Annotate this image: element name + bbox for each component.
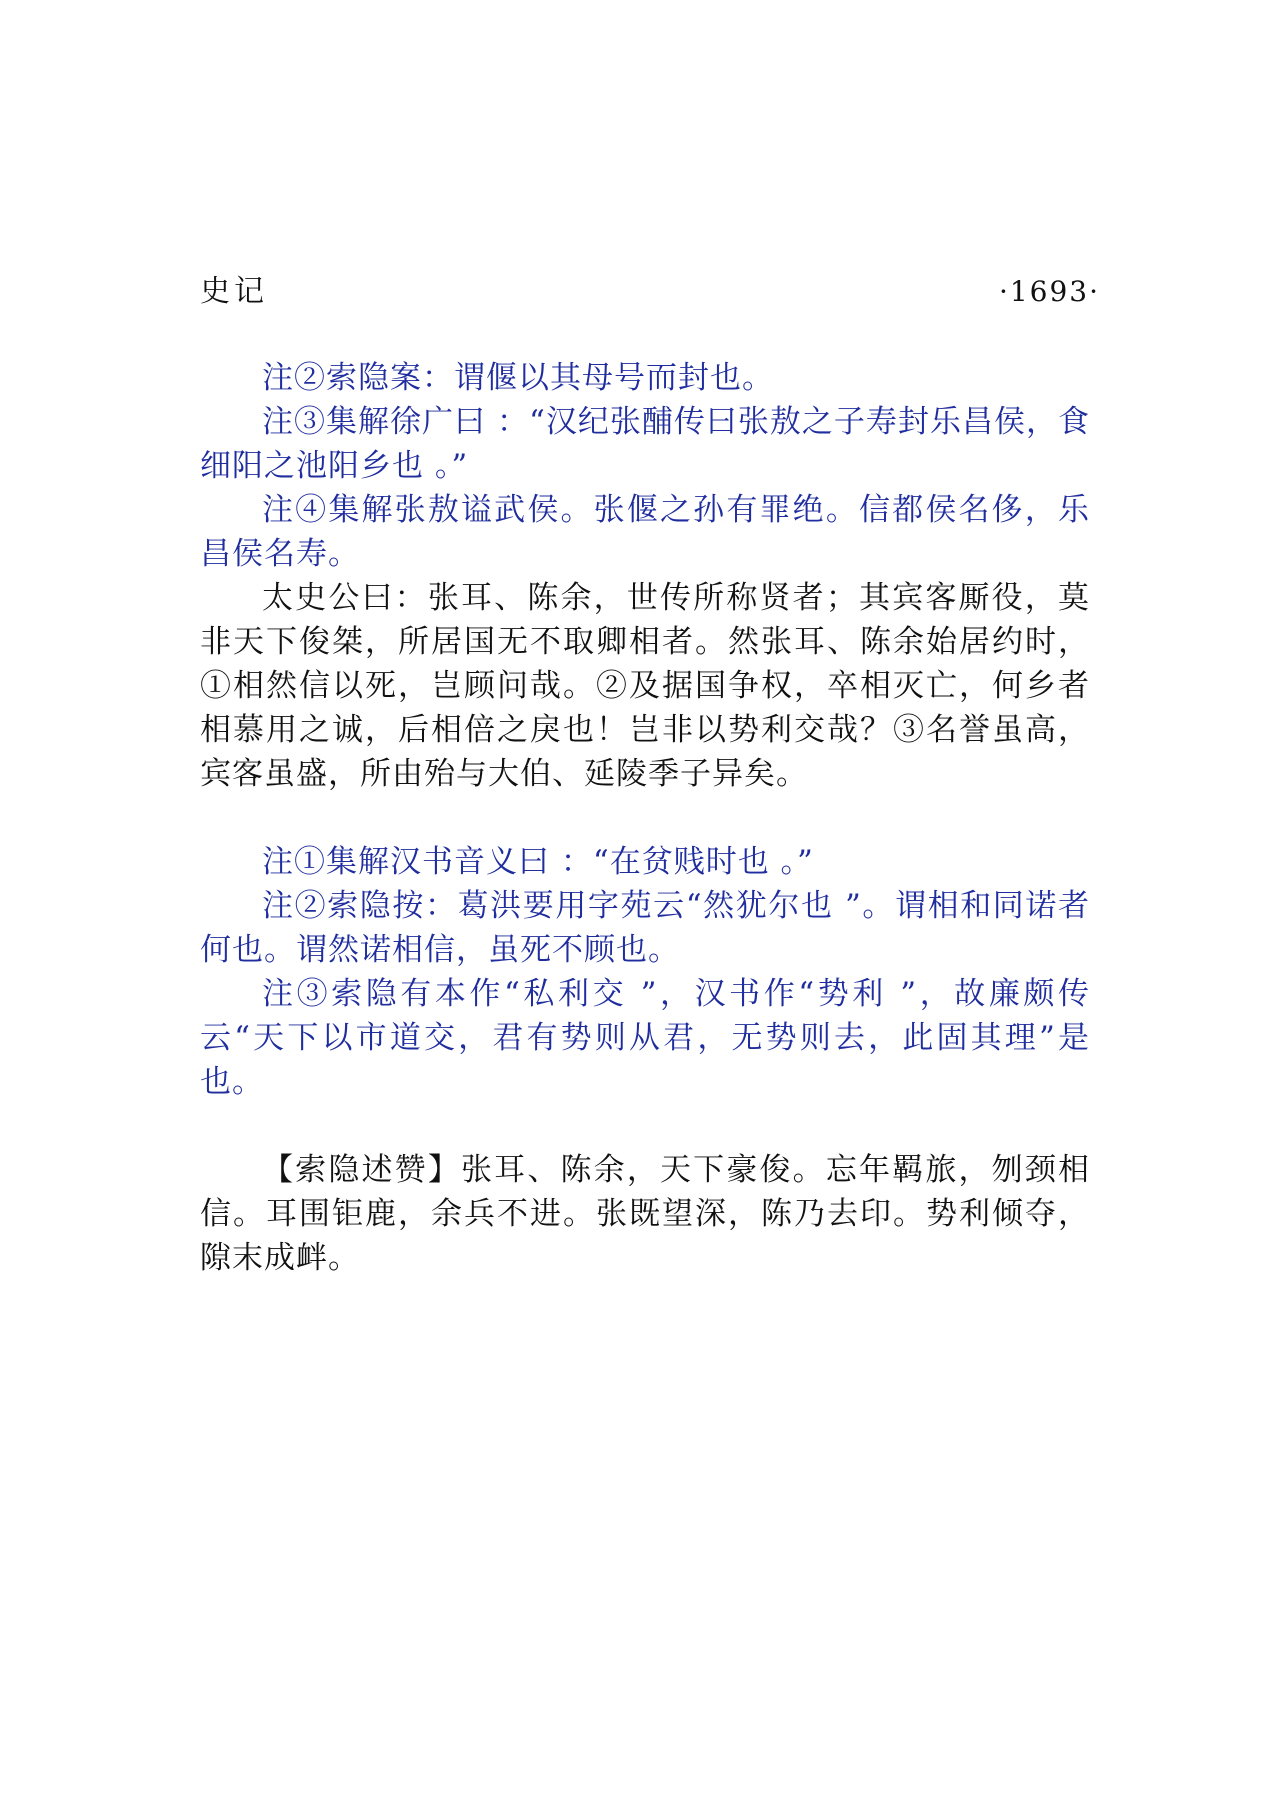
paragraph-gap [200, 1104, 1090, 1148]
note-paragraph: 注②索隐按：葛洪要用字苑云“然犹尔也 ”。谓相和同诺者何也。谓然诺相信，虽死不顾也。 [200, 888, 1090, 968]
paragraph-gap [200, 796, 1090, 840]
note-paragraph: 注③集解徐广曰 ：“汉纪张酺传曰张敖之子寿封乐昌侯，食细阳之池阳乡也 。” [200, 404, 1090, 484]
note-paragraph: 注③索隐有本作“私利交 ”，汉书作“势利 ”，故廉颇传云“天下以市道交，君有势则从君，无势则去，此固其理”是也。 [200, 976, 1090, 1100]
zan-paragraph: 【索隐述赞】张耳、陈余，天下豪俊。忘年羁旅，刎颈相信。耳围钜鹿，余兵不进。张既望深，陈乃去印。势利倾夺，隙末成衅。 [200, 1152, 1090, 1276]
page-number: ·1693· [998, 275, 1100, 308]
note-paragraph: 注④集解张敖谥武侯。张偃之孙有罪绝。信都侯名侈，乐昌侯名寿。 [200, 492, 1090, 572]
page-content [200, 356, 1090, 1280]
note-paragraph: 注②索隐案：谓偃以其母号而封也。 [262, 360, 774, 396]
book-title: 史记 [200, 274, 268, 309]
main-paragraph: 太史公曰：张耳、陈余，世传所称贤者；其宾客厮役，莫非天下俊桀，所居国无不取卿相者。然张耳、陈余始居约时，①相然信以死，岂顾问哉。②及据国争权，卒相灭亡，何乡者相慕用之诚，后相倍之戾也！岂非以势利交哉？③名誉虽高，宾客虽盛，所由殆与大伯、延陵季子异矣。 [200, 580, 1090, 792]
page-header [200, 268, 1100, 316]
note-paragraph: 注①集解汉书音义曰 ：“在贫贱时也 。” [262, 844, 814, 880]
